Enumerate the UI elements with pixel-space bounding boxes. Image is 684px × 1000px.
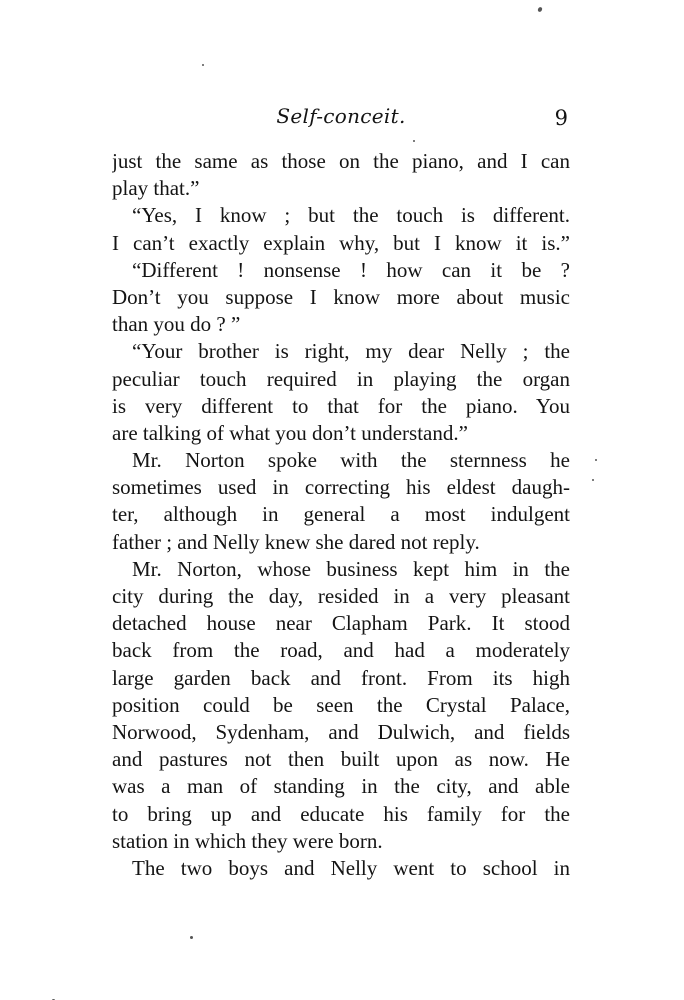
body-text: [112, 148, 570, 882]
text-line: and pastures not then built upon as now. He: [112, 747, 570, 772]
running-head: [112, 104, 570, 134]
scan-speck: [537, 6, 543, 12]
text-line: “Yes, I know ; but the touch is different.: [132, 203, 570, 228]
text-line: peculiar touch required in playing the organ: [112, 366, 570, 391]
text-line: is very different to that for the piano. You: [112, 393, 570, 418]
text-line: to bring up and educate his family for the: [112, 801, 570, 826]
scan-speck: [413, 140, 415, 142]
scan-speck: [595, 459, 597, 461]
text-line: “Your brother is right, my dear Nelly ; the: [132, 339, 570, 364]
text-line: ter, although in general a most indulgent: [112, 502, 570, 527]
text-line: play that.”: [112, 176, 200, 201]
text-line: back from the road, and had a moderately: [112, 638, 570, 663]
scan-speck: [592, 479, 594, 481]
text-line: city during the day, resided in a very pleasant: [112, 584, 570, 608]
text-line: Mr. Norton, whose business kept him in the: [132, 556, 570, 581]
text-line: just the same as those on the piano, and I can: [112, 149, 570, 173]
text-line: was a man of standing in the city, and able: [112, 774, 570, 799]
page-number: 9: [554, 106, 568, 130]
text-line: than you do ? ”: [112, 312, 241, 337]
text-line: are talking of what you don’t understand.”: [112, 420, 468, 445]
text-line: “Different ! nonsense ! how can it be ?: [132, 257, 570, 282]
text-line: station in which they were born.: [112, 828, 383, 853]
running-title: Self-conceit.: [276, 104, 406, 128]
text-line: sometimes used in correcting his eldest daugh-: [112, 475, 570, 500]
text-line: Mr. Norton spoke with the sternness he: [132, 448, 570, 473]
text-line: Don’t you suppose I know more about music: [112, 284, 570, 309]
text-line: The two boys and Nelly went to school in: [132, 855, 570, 880]
scan-speck: [190, 936, 193, 939]
scan-speck: [202, 64, 204, 66]
text-line: position could be seen the Crystal Palace,: [112, 692, 570, 717]
text-line: father ; and Nelly knew she dared not reply.: [112, 529, 480, 554]
text-line: detached house near Clapham Park. It stood: [112, 611, 570, 636]
text-line: Norwood, Sydenham, and Dulwich, and fields: [112, 719, 570, 744]
text-line: I can’t exactly explain why, but I know it is.”: [112, 230, 570, 255]
text-line: large garden back and front. From its high: [112, 665, 570, 690]
